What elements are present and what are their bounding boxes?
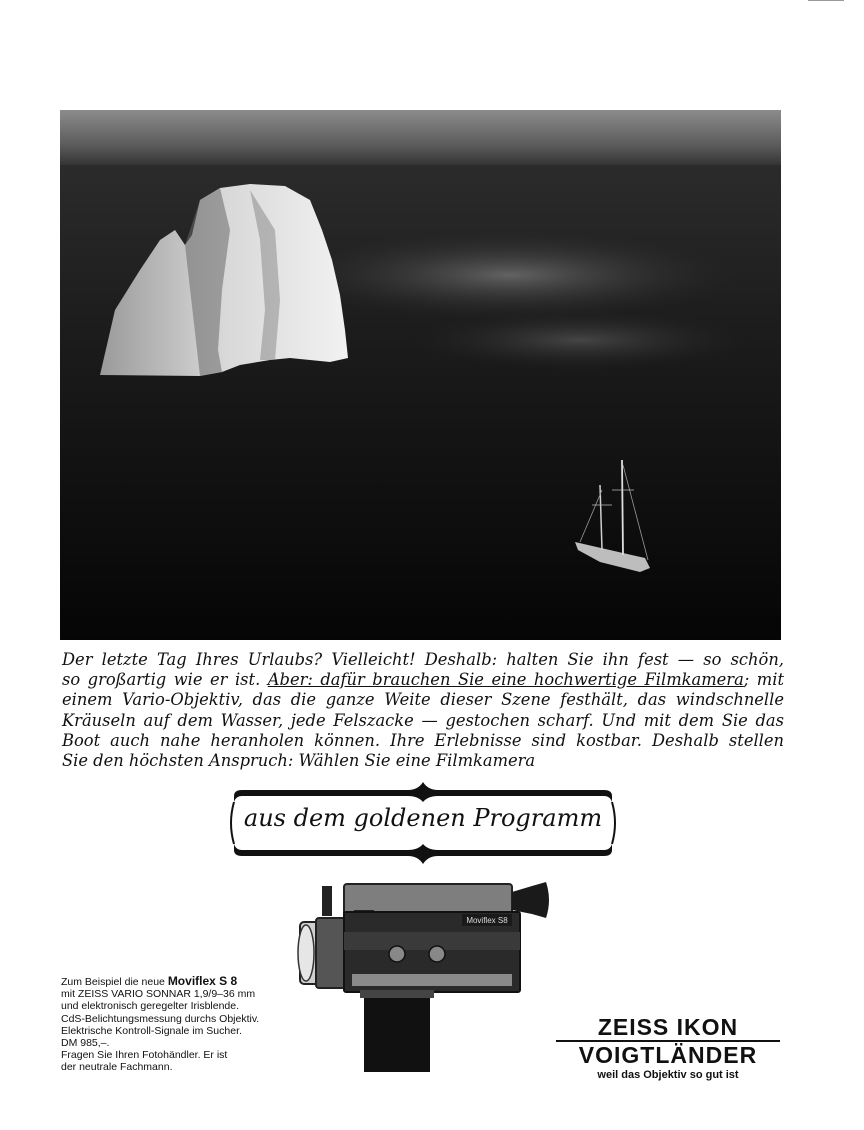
corner-mark — [808, 0, 844, 4]
banner-text: aus dem goldenen Programm — [243, 804, 603, 832]
specs-line-8: der neutrale Fachmann. — [61, 1061, 173, 1074]
specs-line-3: und elektronisch geregelter Irisblende. — [61, 1000, 240, 1013]
body-line-2 — [62, 670, 784, 690]
brand-name-zeiss-ikon: ZEISS IKON — [597, 1014, 739, 1040]
body-line-6: Sie den höchsten Anspruch: Wählen Sie eine Filmkamera — [62, 751, 536, 771]
specs-intro: Zum Beispiel die neue — [61, 976, 168, 988]
body-line-4: Kräuseln auf dem Wasser, jede Felszacke — gestochen scharf. Und mit dem Sie das — [62, 710, 784, 730]
body-line-3: einem Vario-Objektiv, das die ganze Weite dieser Szene festhält, das windschnelle — [62, 690, 784, 710]
brand-slogan: weil das Objektiv so gut ist — [597, 1069, 739, 1081]
body-line-5: Boot auch nahe heranholen können. Ihre Erlebnisse sind kostbar. Deshalb stellen — [62, 730, 784, 750]
body-line-1: Der letzte Tag Ihres Urlaubs? Vielleicht! Deshalb: halten Sie ihn fest — so schön, — [62, 650, 784, 669]
specs-line-6: DM 985,–. — [61, 1037, 110, 1050]
specs-line-7: Fragen Sie Ihren Fotohändler. Er ist — [61, 1049, 228, 1062]
sea-glare — [280, 230, 740, 320]
camera-drawing — [292, 878, 554, 1074]
camera-model-plate: Moviflex S8 — [466, 916, 508, 925]
camera-specs — [61, 975, 311, 1074]
specs-line-5: Elektrische Kontroll-Signale im Sucher. — [61, 1024, 242, 1037]
brand-block — [556, 1014, 780, 1082]
sea-glare-2 — [410, 310, 750, 370]
specs-line-4: CdS-Belichtungsmessung durchs Objektiv. — [61, 1012, 260, 1025]
body-line-2c: ; mit — [743, 670, 784, 690]
body-line-2-underlined: Aber: dafür brauchen Sie eine hochwertige Filmkamera — [267, 670, 744, 690]
brand-name-voigtlaender: VOIGTLÄNDER — [578, 1042, 758, 1068]
golden-program-banner — [228, 782, 618, 864]
sky — [60, 110, 781, 170]
specs-model: Moviflex S 8 — [167, 974, 238, 988]
sea-photo — [60, 110, 781, 640]
sea-photo-drawing — [60, 110, 781, 640]
body-copy — [62, 650, 784, 771]
body-line-2a: so großartig wie er ist. — [62, 670, 268, 690]
specs-line-2: mit ZEISS VARIO SONNAR 1,9/9–36 mm — [61, 988, 256, 1001]
moviflex-camera — [292, 878, 554, 1074]
specs-line-1 — [61, 975, 311, 988]
